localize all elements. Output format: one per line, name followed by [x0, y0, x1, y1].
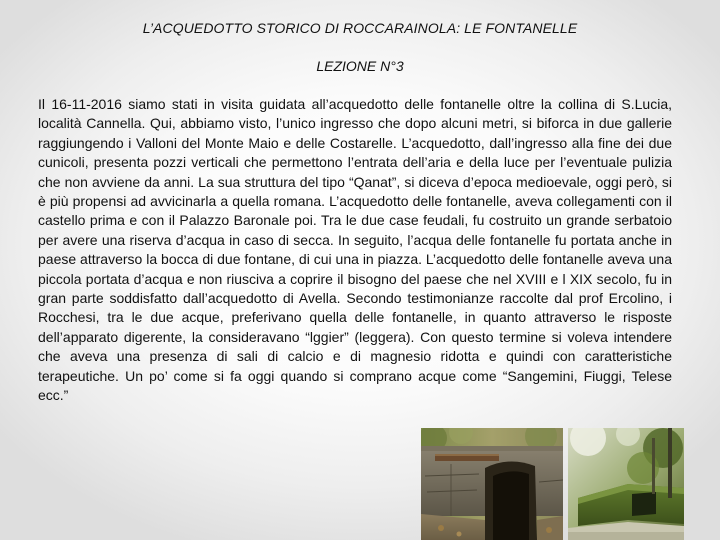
body-paragraph: Il 16-11-2016 siamo stati in visita guidata all’acquedotto delle fontanelle oltre la collina di S.Lucia, località Cannella. Qui, abbiamo visto, l’unico ingresso che dopo alcuni metri, si biforca in due gallerie raggiungendo i Valloni del Monte Maio e delle Costarelle. L’acquedotto, dall’ingresso alla fine dei due cunicoli, presenta pozzi verticali che permettono l’entrata dell’aria e della luce per l’eventuale pulizia che non avviene da anni. La sua struttura del tipo “Qanat”, si diceva d’epoca medioevale, oggi però, si è più propensi ad avvicinarla a quella romana. L’acquedotto delle fontanelle, aveva collegamenti con il castello prima e con il Palazzo Baronale poi. Tra le due case feudali, fu costruito un grande serbatoio per avere una riserva d’acqua in caso di secca. In seguito, l’acqua delle fontanelle fu portata anche in paese attraverso la bocca di due fontane, di cui una in piazza. L’acquedotto delle fontanelle aveva una piccola portata d’acqua e non riusciva a coprire il bisogno del paese che nel XVIII e l XIX secolo, fu in gran parte soddisfatto dall’acquedotto di Avella. Secondo testimonianze raccolte dal prof Ercolino, i Rocchesi, tra le due acque, preferivano quella delle fontanelle, in quanto attraverso le risposte dell’apparato digerente, la consideravano “lggier” (leggera). Con questo termine si voleva intendere che aveva una presenza di sali di calcio e di magnesio ridotta e quindi con caratteristiche terapeutiche. Un po’ come si fa oggi quando si comprano acque come “Sangemini, Fiuggi, Telese ecc.”: [38, 96, 672, 404]
lesson-number: LEZIONE N°3: [316, 58, 404, 74]
stone-tunnel-entrance-photo: [421, 428, 563, 540]
slide-title: L’ACQUEDOTTO STORICO DI ROCCARAINOLA: LE FONTANELLE: [142, 20, 578, 36]
stone-water-channel-photo: [568, 428, 684, 540]
